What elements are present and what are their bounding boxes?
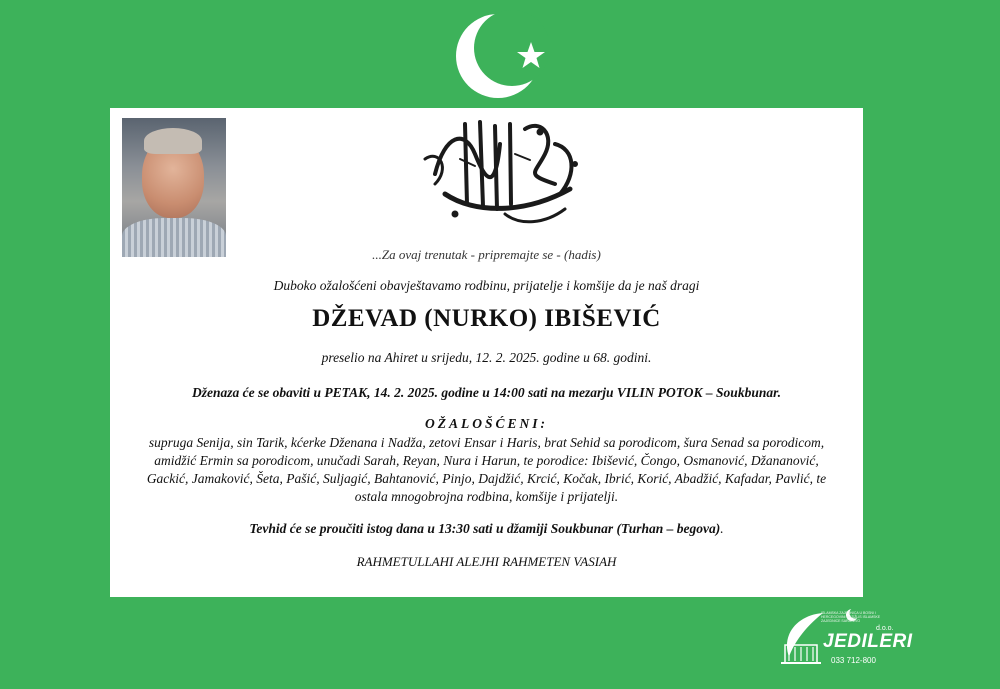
tevhid-text: Tevhid će se proučiti istog dana u 13:30 sati u džamiji Soukbunar (Turhan – begova) [249, 521, 721, 536]
tevhid-end: . [720, 521, 724, 536]
crescent-star-icon [452, 8, 548, 104]
logo-subtitle: ISLAMSKA ZAJEDNICA U BOSNI I HERCEGOVINI MEDŽLIS ISLAMSKE ZAJEDNICE SARAJEVO [821, 611, 881, 623]
tevhid-info [110, 521, 863, 537]
funeral-info: Dženaza će se obaviti u PETAK, 14. 2. 2025. godine u 14:00 sati na mezarju VILIN POTOK – Soukbunar. [192, 385, 781, 400]
portrait-photo [122, 118, 226, 257]
logo-name: JEDILERI [823, 631, 913, 652]
logo-suffix: d.o.o. [876, 625, 894, 632]
mourners-line: ostala mnogobrojna rodbina, komšije i prijatelji. [354, 489, 619, 504]
obituary-panel [110, 108, 863, 597]
deceased-name: DŽEVAD (NURKO) IBIŠEVIĆ [312, 305, 661, 332]
mourners-line: amidžić Ermin sa porodicom, unučadi Sarah, Reyan, Nura i Harun, te porodice: Ibišević, Čongo, Osmanović, Džananović, [154, 453, 819, 468]
jedileri-logo [775, 605, 913, 671]
mourners-line: Gackić, Jamaković, Šeta, Pašić, Suljagić, Bahtanović, Pinjo, Dajdžić, Krcić, Kočak, Ibrić, Korić, Abadžić, Kafadar, Pavlić, te [146, 471, 827, 486]
mourners-list [138, 434, 835, 506]
death-date-text: preselio na Ahiret u srijedu, 12. 2. 2025. godine u 68. godini. [321, 350, 652, 365]
hadis-quote: ...Za ovaj trenutak - pripremajte se - (hadis) [372, 247, 601, 262]
intro-text: Duboko ožalošćeni obavještavamo rodbinu, prijatelje i komšije da je naš dragi [273, 278, 700, 293]
logo-phone: 033 712-800 [831, 656, 876, 665]
closing-prayer: RAHMETULLAHI ALEJHI RAHMETEN VASIAH [356, 554, 617, 569]
arabic-calligraphy-emblem [405, 114, 595, 232]
mourners-title: OŽALOŠĆENI: [424, 416, 548, 431]
mourners-line: supruga Senija, sin Tarik, kćerke Dženana i Nadža, zetovi Ensar i Haris, brat Sehid sa porodicom, šura Senad sa porodicom, [148, 435, 825, 450]
